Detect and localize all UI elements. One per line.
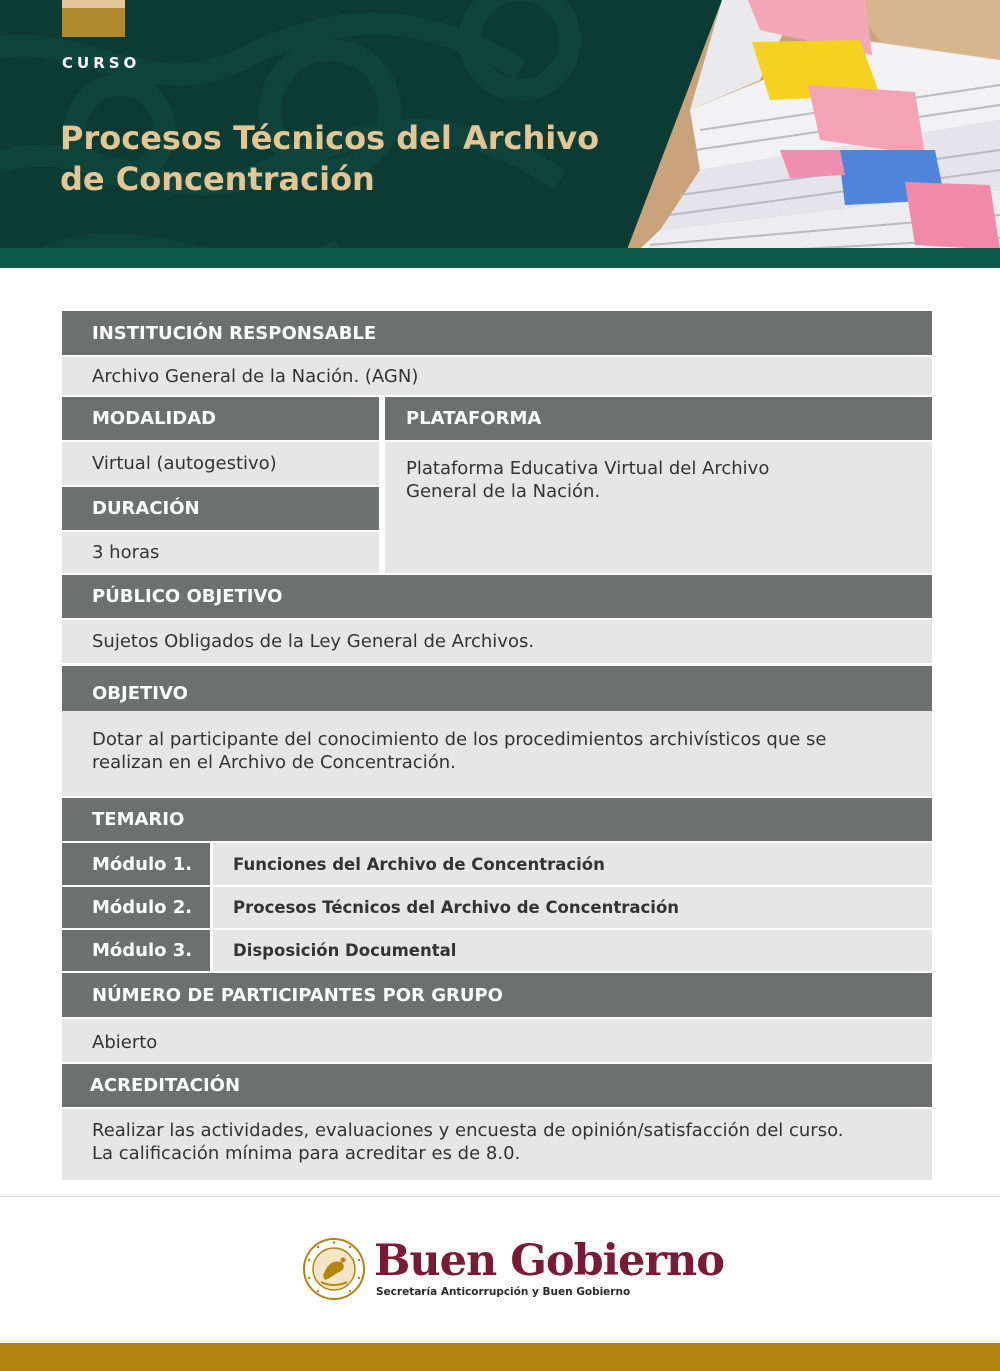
mexico-seal-logo: [303, 1238, 365, 1300]
module-2-title: Procesos Técnicos del Archivo de Concentración: [213, 887, 932, 928]
course-kicker: CURSO: [62, 54, 141, 72]
duracion-header: [62, 487, 379, 530]
plataforma-value-line1: Plataforma Educativa Virtual del Archivo: [406, 458, 770, 479]
acreditacion-value-line2: La calificación mínima para acreditar es de 8.0.: [92, 1143, 521, 1164]
duracion-cell: [62, 532, 379, 573]
institucion-cell: [62, 357, 932, 395]
institucion-label: INSTITUCIÓN RESPONSABLE: [92, 322, 377, 344]
participantes-header: [62, 973, 932, 1017]
participantes-cell: [62, 1019, 932, 1062]
module-2-label: Módulo 2.: [62, 887, 210, 928]
module-1-title: Funciones del Archivo de Concentración: [213, 843, 932, 885]
institucion-value: Archivo General de la Nación. (AGN): [92, 365, 419, 387]
duracion-label: DURACIÓN: [92, 498, 200, 519]
brand-name: Buen Gobierno: [374, 1236, 724, 1286]
objetivo-cell: [62, 711, 932, 796]
acreditacion-header: [62, 1064, 932, 1107]
footer-divider: [0, 1196, 1000, 1197]
publico-header: [62, 575, 932, 618]
publico-label: PÚBLICO OBJETIVO: [92, 586, 283, 607]
course-title-line1: Procesos Técnicos del Archivo: [60, 119, 600, 157]
objetivo-label: OBJETIVO: [92, 683, 188, 704]
modalidad-label: MODALIDAD: [92, 408, 217, 429]
duracion-value: 3 horas: [92, 542, 160, 563]
participantes-value: Abierto: [92, 1032, 158, 1053]
banner-stripe: [0, 248, 1000, 268]
publico-cell: [62, 620, 932, 663]
plataforma-value-line2: General de la Nación.: [406, 481, 601, 502]
header-banner: [0, 0, 1000, 268]
module-1-label: Módulo 1.: [62, 843, 210, 885]
course-title-line2: de Concentración: [60, 160, 375, 198]
plataforma-cell: [385, 442, 932, 573]
course-title: [60, 118, 620, 200]
modalidad-header: [62, 397, 379, 440]
temario-header: [62, 798, 932, 841]
institucion-header: [62, 311, 932, 355]
objetivo-header: [62, 666, 932, 711]
plataforma-header: [385, 397, 932, 440]
module-3-label: Módulo 3.: [62, 930, 210, 971]
objetivo-value-line1: Dotar al participante del conocimiento de los procedimientos archivísticos que se: [92, 729, 827, 750]
modalidad-cell: [62, 442, 379, 485]
brand-subtitle: Secretaría Anticorrupción y Buen Gobierno: [376, 1286, 631, 1298]
acreditacion-label: ACREDITACIÓN: [90, 1075, 241, 1096]
plataforma-label: PLATAFORMA: [406, 408, 542, 429]
modalidad-value: Virtual (autogestivo): [92, 453, 277, 474]
acreditacion-value-line1: Realizar las actividades, evaluaciones y encuesta de opinión/satisfacción del curso.: [92, 1120, 844, 1141]
gold-accent: [62, 0, 125, 37]
temario-label: TEMARIO: [92, 809, 185, 830]
module-3-title: Disposición Documental: [213, 930, 932, 971]
acreditacion-cell: [62, 1109, 932, 1180]
objetivo-value-line2: realizan en el Archivo de Concentración.: [92, 752, 456, 773]
participantes-label: NÚMERO DE PARTICIPANTES POR GRUPO: [92, 984, 503, 1006]
footer-gold-bar: [0, 1343, 1000, 1371]
publico-value: Sujetos Obligados de la Ley General de Archivos.: [92, 631, 535, 652]
